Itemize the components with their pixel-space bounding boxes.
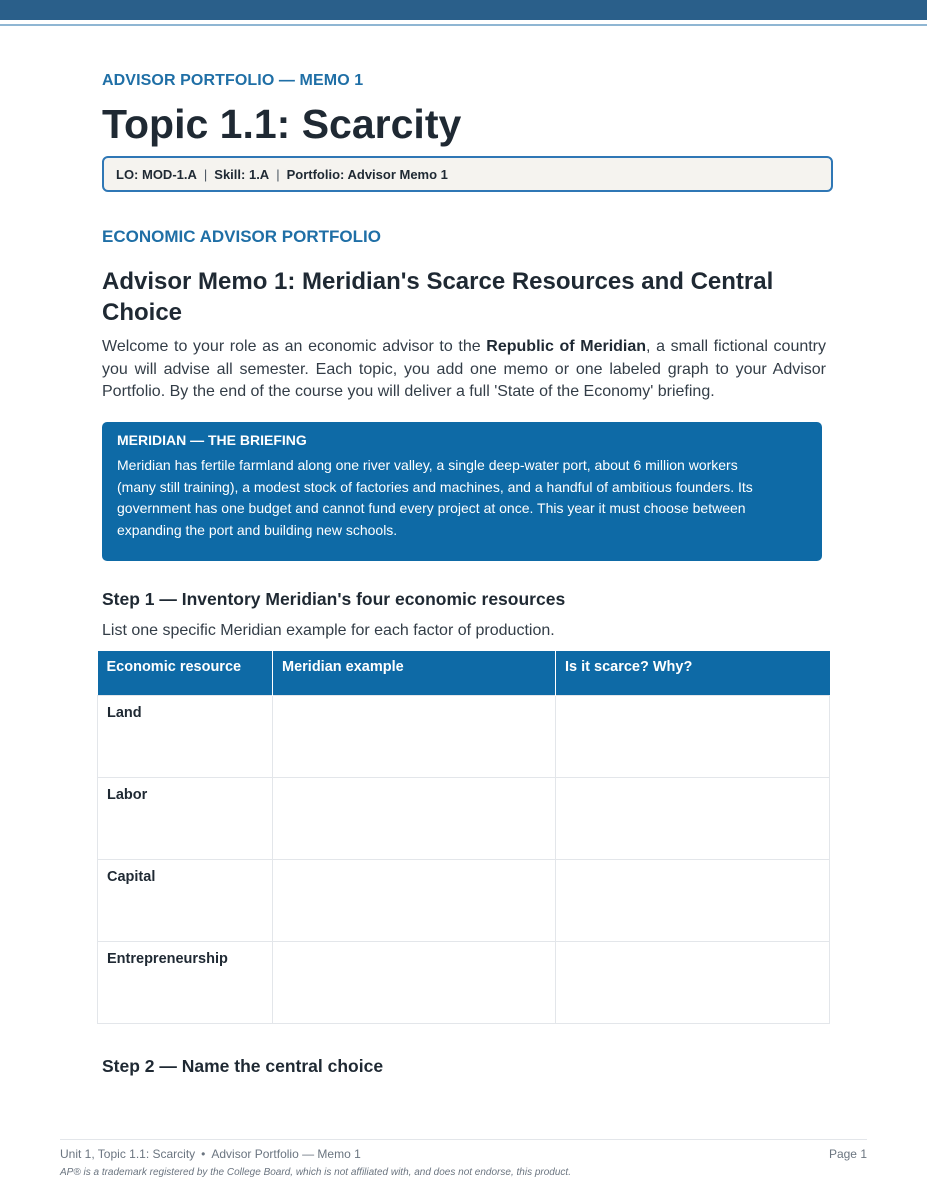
portfolio-kicker: ADVISOR PORTFOLIO — MEMO 1 (102, 72, 364, 89)
table-row (98, 777, 830, 859)
memo-title: Advisor Memo 1: Meridian's Scarce Resources and Central Choice (102, 268, 774, 326)
resource-cell: Capital (98, 859, 273, 941)
lo-separator: | (203, 166, 208, 182)
scarcity-answer-cell[interactable] (556, 777, 830, 859)
column-header-scarce: Is it scarce? Why? (556, 651, 830, 695)
briefing-title: MERIDIAN — THE BRIEFING (117, 432, 307, 448)
table-header-row (98, 651, 830, 695)
intro-text-end: , a small fictional country you will advise all semester. Each topic, you add one memo or one labeled graph to your Advisor Portfolio. By the end of the course you will deliver a full 'State of the Economy' briefing. (102, 338, 827, 400)
column-header-resource: Economic resource (98, 651, 273, 695)
page-number: Page 1 (828, 1147, 867, 1161)
step2-title: Step 2 — Name the central choice (102, 1056, 384, 1076)
learning-objective-bar (102, 156, 833, 192)
briefing-body: Meridian has fertile farmland along one river valley, a single deep-water port, about 6 million workers (many still training), a modest stock of factories and machines, and a handful of ambitious founders. Its government has one budget and cannot fund every project at once. This year it must choose between expanding the port and building new schools. (117, 457, 753, 538)
scarcity-answer-cell[interactable] (556, 695, 830, 777)
top-header-band (0, 0, 927, 20)
lo-separator: | (276, 166, 280, 182)
intro-text-start: Welcome to your role as an economic advisor to the (102, 338, 487, 355)
step1-instructions: List one specific Meridian example for each factor of production. (102, 622, 555, 639)
resource-cell: Labor (98, 777, 273, 859)
table-row (98, 859, 830, 941)
table-row (98, 695, 830, 777)
intro-paragraph (102, 336, 826, 404)
portfolio-label: Portfolio: Advisor Memo 1 (286, 166, 448, 182)
example-answer-cell[interactable] (273, 777, 556, 859)
scarcity-answer-cell[interactable] (556, 859, 830, 941)
table-row (98, 941, 830, 1023)
example-answer-cell[interactable] (273, 941, 556, 1023)
footer-unit: Unit 1, Topic 1.1: Scarcity (60, 1147, 196, 1161)
footer-memo: Advisor Portfolio — Memo 1 (211, 1147, 361, 1161)
resource-cell: Land (98, 695, 273, 777)
resource-cell: Entrepreneurship (98, 941, 273, 1023)
resources-table (97, 651, 830, 1024)
footer-running-head (60, 1147, 361, 1161)
top-header-rule (0, 24, 927, 26)
footer-bullet: • (201, 1147, 206, 1161)
column-header-example: Meridian example (273, 651, 556, 695)
briefing-callout (102, 422, 822, 561)
trademark-notice: AP® is a trademark registered by the College Board, which is not affiliated with, and does not endorse, this product. (60, 1167, 571, 1178)
scarcity-answer-cell[interactable] (556, 941, 830, 1023)
step1-title: Step 1 — Inventory Meridian's four economic resources (102, 589, 566, 609)
lo-code: LO: MOD-1.A (116, 166, 197, 182)
example-answer-cell[interactable] (273, 859, 556, 941)
skill-code: Skill: 1.A (214, 166, 270, 182)
section-label: ECONOMIC ADVISOR PORTFOLIO (102, 227, 381, 246)
footer-divider (60, 1139, 867, 1140)
page-title: Topic 1.1: Scarcity (102, 101, 462, 147)
intro-country-name: Republic of Meridian (486, 338, 647, 355)
example-answer-cell[interactable] (273, 695, 556, 777)
